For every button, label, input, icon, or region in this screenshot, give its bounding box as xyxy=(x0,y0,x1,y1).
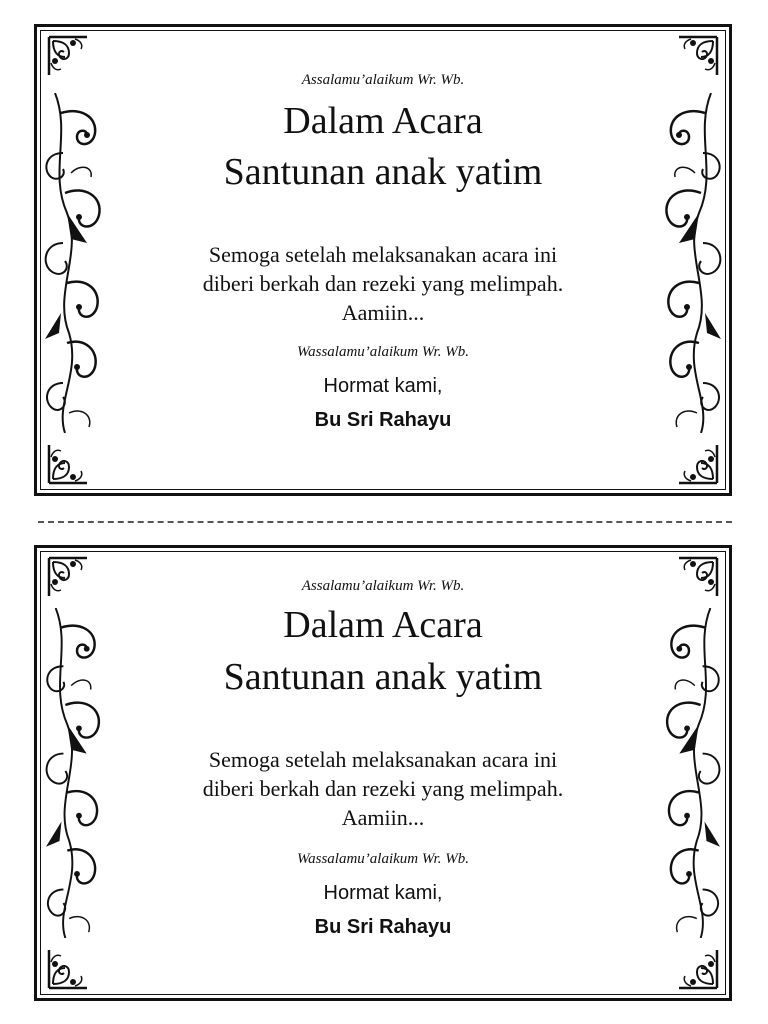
flourish-corner-icon xyxy=(677,556,719,598)
floral-vine-icon xyxy=(41,93,113,433)
greeting: Assalamu’alaikum Wr. Wb. xyxy=(301,578,465,594)
floral-vine-icon xyxy=(41,608,113,938)
invitation-card xyxy=(34,545,732,1001)
prayer-line: Aamiin... xyxy=(341,805,425,830)
greeting: Assalamu’alaikum Wr. Wb. xyxy=(301,72,465,88)
closing-greeting: Wassalamu’alaikum Wr. Wb. xyxy=(297,851,469,867)
title-line-1: Dalam Acara xyxy=(283,100,483,142)
title-line-2: Santunan anak yatim xyxy=(223,656,543,698)
card-content xyxy=(137,548,629,998)
signer-name: Bu Sri Rahayu xyxy=(314,409,452,431)
flourish-corner-icon xyxy=(677,948,719,990)
signer-name: Bu Sri Rahayu xyxy=(314,916,452,938)
regards-text: Hormat kami, xyxy=(323,882,443,904)
prayer-line: Semoga setelah melaksanakan acara ini xyxy=(208,747,558,772)
flourish-corner-icon xyxy=(47,443,89,485)
floral-vine-icon xyxy=(653,608,725,938)
closing-greeting: Wassalamu’alaikum Wr. Wb. xyxy=(297,344,469,360)
flourish-corner-icon xyxy=(47,556,89,598)
regards-text: Hormat kami, xyxy=(323,375,443,397)
prayer-line: Semoga setelah melaksanakan acara ini xyxy=(208,242,558,267)
prayer-line: diberi berkah dan rezeki yang melimpah. xyxy=(202,776,564,801)
flourish-corner-icon xyxy=(47,35,89,77)
title-line-2: Santunan anak yatim xyxy=(223,151,543,193)
card-content xyxy=(137,27,629,493)
floral-vine-icon xyxy=(653,93,725,433)
flourish-corner-icon xyxy=(47,948,89,990)
dashed-cut-line xyxy=(38,521,732,523)
invitation-card xyxy=(34,24,732,496)
prayer-line: diberi berkah dan rezeki yang melimpah. xyxy=(202,271,564,296)
prayer-line: Aamiin... xyxy=(341,300,425,325)
flourish-corner-icon xyxy=(677,443,719,485)
flourish-corner-icon xyxy=(677,35,719,77)
title-line-1: Dalam Acara xyxy=(283,604,483,646)
prayer-text xyxy=(137,240,629,327)
prayer-text xyxy=(137,745,629,832)
